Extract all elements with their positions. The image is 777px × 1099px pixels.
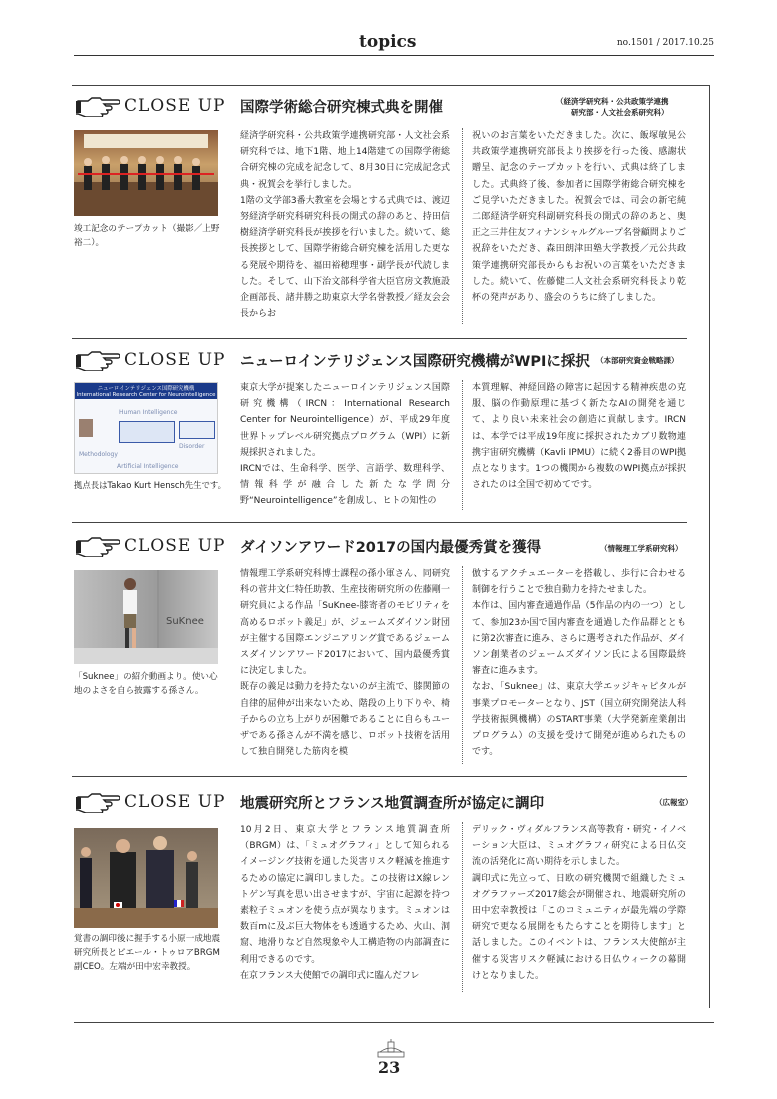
pointing-hand-icon — [76, 791, 120, 813]
figure-center-box — [119, 421, 175, 443]
ceremony-illustration — [74, 130, 218, 216]
dept-line: （経済学研究科・公共政策学連携 — [556, 97, 669, 106]
figure-banner — [75, 383, 217, 399]
close-up-label: CLOSE UP — [124, 350, 226, 370]
figure-human-label: Human Intelligence — [119, 409, 178, 416]
article-column-1: 経済学研究科・公共政策学連携研究部・人文社会系研究科では、地下1階、地上14階建ての国際学術総合研究棟の完成を記念して、8月30日に完成記念式典・祝賀会を挙行しました。 1階の文学部3番大教室を会場とする式典では、渡辺努経済学研究科研究科長の開式の辞のあと、持田信樹経済学研究科長が挨拶を行いました。続いて、総長挨拶として、国際学術総合研究棟を活用した更なる発展や期待を、福田裕穂理事・副学長が代読しました。そして、山下治文部科学省大臣官房文教施設企画部長、諸井勝之助東京大学名誉教授／経友会会長からお — [240, 131, 450, 320]
article-column-2: 本質理解、神経回路の障害に起因する精神疾患の克服、脳の作動原理に基づく新たなAIの開発を通じて、より良い未来社会の創造に貢献します。IRCNは、本学では平成19年度に採択されたカブリ数物連携宇宙研究機構（Kavli IPMU）に続く2番目のWPI拠点となります。1つの機関から複数のWPI拠点が採択されたのは全国で初めてです。 — [472, 383, 686, 491]
figure-subtitle: International Research Center for Neurointelligence — [76, 392, 216, 398]
suknee-photo — [74, 570, 218, 664]
figure-artificial-label: Artificial Intelligence — [117, 463, 179, 470]
yasuda-auditorium-icon — [376, 1038, 406, 1058]
photo-caption: 竣工記念のテープカット（撮影／上野裕二）。 — [74, 224, 220, 248]
article-separator — [72, 776, 687, 777]
photo-caption: 拠点長はTakao Kurt Hensch先生です。 — [74, 480, 226, 490]
page-header — [74, 30, 714, 56]
signing-illustration — [74, 828, 218, 928]
figure-portrait — [79, 419, 93, 437]
pointing-hand-icon — [76, 349, 120, 371]
article-column-2: 祝いのお言葉をいただきました。次に、飯塚敏晃公共政策学連携研究部長より挨拶を行った後、感謝状贈呈、記念のテープカットを行い、式典は終了しました。式典終了後、参加者に国際学術総合研究棟をご見学いただきました。祝賀会では、司会の新宅純二郎経済学研究科副研究科長の開式の辞のあと、奥正之三井住友フィナンシャルグループ名誉顧問よりご祝辞をいただき、森田朗津田塾大学教授／元公共政策学連携研究部長からもお祝いの言葉をいただきました。続いて、佐藤健二人文社会系研究科長より乾杯の発声があり、盛会のうちに終了しました。 — [472, 131, 686, 304]
pointing-hand-icon — [76, 95, 120, 117]
page-number: 23 — [378, 1058, 401, 1077]
issue-info: no.1501 / 2017.10.25 — [616, 38, 714, 48]
ceremony-photo — [74, 130, 218, 216]
suknee-wall-text: SuKnee — [166, 616, 204, 627]
ircn-figure — [74, 382, 218, 474]
figure-methodology-label: Methodology — [79, 451, 118, 458]
article-column-1: 東京大学が提案したニューロインテリジェンス国際研究機構（IRCN：International Research Center for Neurointelligence）が、平成29年度世界トップレベル研究拠点プログラム（WPI）に新規採択されました。 IRCNでは、生命科学、医学、言語学、数理科学、情報科学が融合した新たな学問分野“Neurointelligence”を創成し、ヒトの知性の — [240, 383, 450, 507]
figure-disorder-label: Disorder — [179, 443, 205, 450]
article-column-1: 情報理工学系研究科博士課程の孫小軍さん、同研究科の菅井文仁特任助教、生産技術研究所の佐藤剛一研究員による作品「SuKnee-膝寄者のモビリティを高めるロボット義足」が、ジェームズダイソン財団が主催する国際エンジニアリング賞であるジェームスダイソンアワード2017において、国内最優秀賞に決定しました。 既存の義足は動力を持たないのが主流で、膝関節の自律的屈伸が出来ないため、階段の上り下りや、椅子からの立ち上がりが困難であることに自らもユーザである孫さんが不満を感じ、ロボット技術を活用して独自開発した筋肉を模 — [240, 569, 450, 758]
section-title: topics — [359, 32, 417, 52]
column-divider — [462, 380, 463, 510]
signing-photo — [74, 828, 218, 928]
pointing-hand-icon — [76, 535, 120, 557]
footer-rule — [74, 1022, 714, 1023]
article-header — [74, 346, 689, 374]
photo-caption: 覚書の調印後に握手する小原一成地震研究所長とピエール・トゥロアBRGM副CEO。左端が田中宏幸教授。 — [74, 934, 221, 972]
article-column-1: 10月2日、東京大学とフランス地質調査所（BRGM）は、「ミュオグラフィ」として知られるイメージング技術を通した災害リスク軽減を推進するための協定に調印しました。この技術はX線レントゲン写真を思い出させますが、宇宙に起源を持つ素粒子ミュオンを使う点が異なります。ミュオンは数百mに及ぶ巨大物体をも透過するため、火山、洞窟、地滑りなど自然現象や人工構造物の内部調査に利用できるのです。 在京フランス大使館での調印式に臨んだフレ — [240, 825, 450, 981]
article-separator — [72, 522, 687, 523]
column-divider — [462, 822, 463, 992]
article-title: ニューロインテリジェンス国際研究機構がWPIに採択 — [240, 354, 590, 370]
article-dept: （本部研究資金戦略課） — [596, 356, 679, 365]
article-header — [74, 788, 693, 816]
column-divider — [462, 128, 463, 324]
article-dept: （情報理工学系研究科） — [600, 544, 683, 553]
photo-caption: 「Suknee」の紹介動画より。使い心地のよさを自ら披露する孫さん。 — [74, 672, 218, 696]
article-1 — [74, 92, 689, 330]
column-divider — [462, 566, 463, 764]
dept-line: 研究部・人文社会系研究科） — [571, 108, 669, 117]
article-column-2: 倣するアクチュエーターを搭載し、歩行に合わせる制御を行うことで独自動力を持たせました。 本作は、国内審査通過作品（5作品の内の一つ）として、参加23か国で国内審査を通過した作品群とともに第2次審査に進み、さらに選考された作品が、ダイソン創業者のジェームズダイソン氏による国際最終審査に進みます。 なお、「Suknee」は、東京大学エッジキャピタルが事業プロモーターとなり、JST（国立研究開発法人科学技術振興機構）のSTART事業（大学発新産業創出プログラム）の支援を受けて開発が進められたものです。 — [472, 569, 686, 758]
close-up-label: CLOSE UP — [124, 536, 226, 556]
figure-right-box — [179, 421, 215, 439]
close-up-label: CLOSE UP — [124, 96, 226, 116]
article-title: ダイソンアワード2017の国内最優秀賞を獲得 — [240, 540, 542, 556]
article-header — [74, 92, 689, 120]
figure-title: ニューロインテリジェンス国際研究機構 — [97, 386, 195, 392]
article-4 — [74, 788, 693, 998]
article-3 — [74, 532, 689, 768]
article-dept — [556, 96, 669, 118]
article-header — [74, 532, 689, 560]
close-up-label: CLOSE UP — [124, 792, 226, 812]
article-column-2: デリック・ヴィダルフランス高等教育・研究・イノベーション大臣は、ミュオグラフィ研究による日仏交流の活発化に高い期待を示しました。 調印式に先立って、日欧の研究機関で組織したミュオグラファーズ2017総会が開催され、地震研究所の田中宏幸教授は「このコミュニティが最先端の学際研究で更なる展開をもたらすことを期待します」と話しました。このイベントは、フランス大使館が主催する災害リスク軽減における日仏ウィークの幕開けとなりました。 — [472, 825, 686, 981]
article-separator — [72, 338, 687, 339]
article-title: 国際学術総合研究棟式典を開催 — [240, 100, 443, 116]
article-title: 地震研究所とフランス地質調査所が協定に調印 — [240, 796, 545, 812]
article-2 — [74, 346, 689, 516]
article-dept: （広報室） — [655, 798, 693, 807]
